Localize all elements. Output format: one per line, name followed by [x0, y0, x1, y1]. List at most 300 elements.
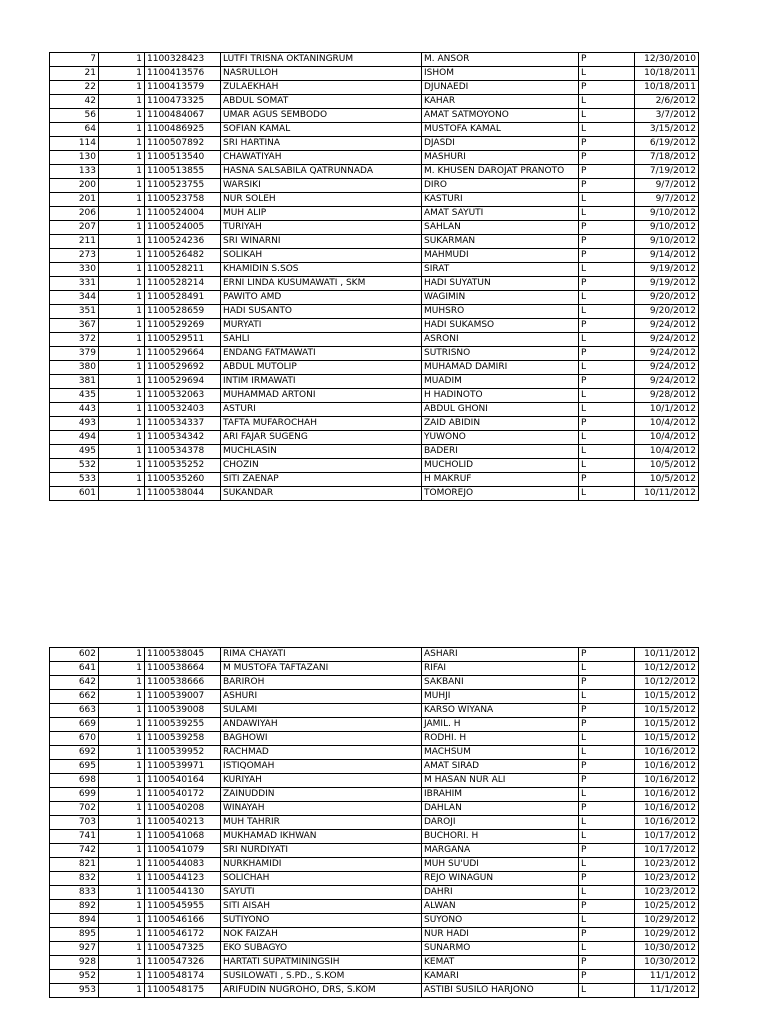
date-cell: 9/28/2012	[635, 389, 699, 403]
parent-name-cell: KAHAR	[422, 95, 579, 109]
id-number-cell: 1100539008	[145, 704, 221, 718]
row-number-cell: 21	[50, 67, 99, 81]
name-cell: BARIROH	[221, 676, 422, 690]
table-row	[50, 928, 699, 942]
parent-name-cell: ALWAN	[422, 900, 579, 914]
row-number-cell: 602	[50, 648, 99, 662]
table-row	[50, 207, 699, 221]
gender-cell: L	[579, 914, 635, 928]
gender-cell: P	[579, 970, 635, 984]
date-cell: 10/4/2012	[635, 431, 699, 445]
code-cell: 1	[99, 221, 145, 235]
gender-cell: P	[579, 900, 635, 914]
parent-name-cell: KEMAT	[422, 956, 579, 970]
name-cell: ZAINUDDIN	[221, 788, 422, 802]
name-cell: SUKANDAR	[221, 487, 422, 501]
date-cell: 10/17/2012	[635, 830, 699, 844]
gender-cell: P	[579, 179, 635, 193]
parent-name-cell: BUCHORI. H	[422, 830, 579, 844]
name-cell: CHOZIN	[221, 459, 422, 473]
code-cell: 1	[99, 53, 145, 67]
table-row	[50, 109, 699, 123]
table-row	[50, 732, 699, 746]
parent-name-cell: BADERI	[422, 445, 579, 459]
parent-name-cell: AMAT SATMOYONO	[422, 109, 579, 123]
parent-name-cell: SUYONO	[422, 914, 579, 928]
code-cell: 1	[99, 718, 145, 732]
code-cell: 1	[99, 333, 145, 347]
code-cell: 1	[99, 690, 145, 704]
date-cell: 10/5/2012	[635, 459, 699, 473]
table-row	[50, 445, 699, 459]
parent-name-cell: SUNARMO	[422, 942, 579, 956]
gender-cell: P	[579, 151, 635, 165]
id-number-cell: 1100539971	[145, 760, 221, 774]
gender-cell: P	[579, 774, 635, 788]
gender-cell: L	[579, 858, 635, 872]
id-number-cell: 1100538045	[145, 648, 221, 662]
date-cell: 10/30/2012	[635, 942, 699, 956]
data-table-2	[49, 647, 699, 998]
name-cell: KURIYAH	[221, 774, 422, 788]
gender-cell: P	[579, 704, 635, 718]
row-number-cell: 64	[50, 123, 99, 137]
name-cell: HADI SUSANTO	[221, 305, 422, 319]
id-number-cell: 1100486925	[145, 123, 221, 137]
parent-name-cell: MASHURI	[422, 151, 579, 165]
date-cell: 10/18/2011	[635, 67, 699, 81]
table-row	[50, 347, 699, 361]
name-cell: MUH TAHRIR	[221, 816, 422, 830]
date-cell: 9/24/2012	[635, 319, 699, 333]
name-cell: SULAMI	[221, 704, 422, 718]
parent-name-cell: WAGIMIN	[422, 291, 579, 305]
table-row	[50, 942, 699, 956]
id-number-cell: 1100473325	[145, 95, 221, 109]
parent-name-cell: DJASDI	[422, 137, 579, 151]
table-row	[50, 473, 699, 487]
date-cell: 9/14/2012	[635, 249, 699, 263]
row-number-cell: 367	[50, 319, 99, 333]
code-cell: 1	[99, 648, 145, 662]
row-number-cell: 130	[50, 151, 99, 165]
row-number-cell: 663	[50, 704, 99, 718]
code-cell: 1	[99, 165, 145, 179]
table-row	[50, 914, 699, 928]
row-number-cell: 114	[50, 137, 99, 151]
gender-cell: P	[579, 872, 635, 886]
date-cell: 10/5/2012	[635, 473, 699, 487]
id-number-cell: 1100484067	[145, 109, 221, 123]
table-row	[50, 648, 699, 662]
code-cell: 1	[99, 305, 145, 319]
id-number-cell: 1100532403	[145, 403, 221, 417]
parent-name-cell: SAHLAN	[422, 221, 579, 235]
row-number-cell: 641	[50, 662, 99, 676]
parent-name-cell: MUHSRO	[422, 305, 579, 319]
gender-cell: L	[579, 816, 635, 830]
row-number-cell: 22	[50, 81, 99, 95]
id-number-cell: 1100529511	[145, 333, 221, 347]
date-cell: 10/25/2012	[635, 900, 699, 914]
id-number-cell: 1100534337	[145, 417, 221, 431]
date-cell: 10/17/2012	[635, 844, 699, 858]
name-cell: SITI AISAH	[221, 900, 422, 914]
id-number-cell: 1100513855	[145, 165, 221, 179]
id-number-cell: 1100548175	[145, 984, 221, 998]
row-number-cell: 699	[50, 788, 99, 802]
name-cell: ZULAEKHAH	[221, 81, 422, 95]
code-cell: 1	[99, 263, 145, 277]
id-number-cell: 1100548174	[145, 970, 221, 984]
table-row	[50, 291, 699, 305]
name-cell: SAHLI	[221, 333, 422, 347]
gender-cell: P	[579, 249, 635, 263]
parent-name-cell: KAMARI	[422, 970, 579, 984]
id-number-cell: 1100328423	[145, 53, 221, 67]
table-row	[50, 662, 699, 676]
id-number-cell: 1100539258	[145, 732, 221, 746]
gender-cell: L	[579, 445, 635, 459]
name-cell: NOK FAIZAH	[221, 928, 422, 942]
parent-name-cell: REJO WINAGUN	[422, 872, 579, 886]
row-number-cell: 670	[50, 732, 99, 746]
code-cell: 1	[99, 109, 145, 123]
table-row	[50, 221, 699, 235]
name-cell: SOLICHAH	[221, 872, 422, 886]
code-cell: 1	[99, 900, 145, 914]
name-cell: ABDUL SOMAT	[221, 95, 422, 109]
code-cell: 1	[99, 970, 145, 984]
code-cell: 1	[99, 676, 145, 690]
row-number-cell: 435	[50, 389, 99, 403]
id-number-cell: 1100523755	[145, 179, 221, 193]
table-row	[50, 872, 699, 886]
row-number-cell: 344	[50, 291, 99, 305]
gender-cell: L	[579, 291, 635, 305]
date-cell: 10/15/2012	[635, 732, 699, 746]
code-cell: 1	[99, 704, 145, 718]
table-row	[50, 319, 699, 333]
name-cell: CHAWATIYAH	[221, 151, 422, 165]
row-number-cell: 703	[50, 816, 99, 830]
code-cell: 1	[99, 746, 145, 760]
id-number-cell: 1100546172	[145, 928, 221, 942]
row-number-cell: 952	[50, 970, 99, 984]
gender-cell: L	[579, 193, 635, 207]
row-number-cell: 698	[50, 774, 99, 788]
date-cell: 9/10/2012	[635, 207, 699, 221]
name-cell: SUSILOWATI , S.PD., S.KOM	[221, 970, 422, 984]
date-cell: 9/19/2012	[635, 263, 699, 277]
gender-cell: P	[579, 928, 635, 942]
table-row	[50, 67, 699, 81]
code-cell: 1	[99, 417, 145, 431]
row-number-cell: 695	[50, 760, 99, 774]
parent-name-cell: H HADINOTO	[422, 389, 579, 403]
gender-cell: L	[579, 690, 635, 704]
id-number-cell: 1100523758	[145, 193, 221, 207]
id-number-cell: 1100544083	[145, 858, 221, 872]
row-number-cell: 206	[50, 207, 99, 221]
gender-cell: L	[579, 123, 635, 137]
name-cell: SRI NURDIYATI	[221, 844, 422, 858]
gender-cell: P	[579, 676, 635, 690]
row-number-cell: 331	[50, 277, 99, 291]
name-cell: SAYUTI	[221, 886, 422, 900]
date-cell: 9/20/2012	[635, 305, 699, 319]
data-table-1	[49, 52, 699, 501]
name-cell: EKO SUBAGYO	[221, 942, 422, 956]
gender-cell: L	[579, 207, 635, 221]
gender-cell: L	[579, 431, 635, 445]
name-cell: M MUSTOFA TAFTAZANI	[221, 662, 422, 676]
row-number-cell: 273	[50, 249, 99, 263]
id-number-cell: 1100539952	[145, 746, 221, 760]
parent-name-cell: SAKBANI	[422, 676, 579, 690]
date-cell: 9/7/2012	[635, 193, 699, 207]
table-row	[50, 788, 699, 802]
id-number-cell: 1100540213	[145, 816, 221, 830]
id-number-cell: 1100529664	[145, 347, 221, 361]
code-cell: 1	[99, 137, 145, 151]
parent-name-cell: HADI SUKAMSO	[422, 319, 579, 333]
code-cell: 1	[99, 193, 145, 207]
row-number-cell: 201	[50, 193, 99, 207]
code-cell: 1	[99, 123, 145, 137]
id-number-cell: 1100524004	[145, 207, 221, 221]
date-cell: 10/16/2012	[635, 760, 699, 774]
row-number-cell: 211	[50, 235, 99, 249]
row-number-cell: 642	[50, 676, 99, 690]
gender-cell: P	[579, 802, 635, 816]
date-cell: 10/16/2012	[635, 746, 699, 760]
code-cell: 1	[99, 179, 145, 193]
row-number-cell: 351	[50, 305, 99, 319]
table-row	[50, 802, 699, 816]
code-cell: 1	[99, 914, 145, 928]
parent-name-cell: SUTRISNO	[422, 347, 579, 361]
row-number-cell: 380	[50, 361, 99, 375]
table-row	[50, 830, 699, 844]
name-cell: NUR SOLEH	[221, 193, 422, 207]
id-number-cell: 1100513540	[145, 151, 221, 165]
name-cell: MURYATI	[221, 319, 422, 333]
date-cell: 10/4/2012	[635, 445, 699, 459]
gender-cell: L	[579, 746, 635, 760]
parent-name-cell: AMAT SIRAD	[422, 760, 579, 774]
name-cell: SOFIAN KAMAL	[221, 123, 422, 137]
parent-name-cell: MUHJI	[422, 690, 579, 704]
date-cell: 10/30/2012	[635, 956, 699, 970]
name-cell: HARTATI SUPATMININGSIH	[221, 956, 422, 970]
row-number-cell: 494	[50, 431, 99, 445]
code-cell: 1	[99, 802, 145, 816]
table-row	[50, 956, 699, 970]
date-cell: 12/30/2010	[635, 53, 699, 67]
parent-name-cell: SIRAT	[422, 263, 579, 277]
name-cell: ARIFUDIN NUGROHO, DRS, S.KOM	[221, 984, 422, 998]
table-row	[50, 95, 699, 109]
gender-cell: L	[579, 886, 635, 900]
date-cell: 10/12/2012	[635, 676, 699, 690]
id-number-cell: 1100541079	[145, 844, 221, 858]
table-row	[50, 970, 699, 984]
row-number-cell: 928	[50, 956, 99, 970]
row-number-cell: 56	[50, 109, 99, 123]
date-cell: 3/15/2012	[635, 123, 699, 137]
date-cell: 10/11/2012	[635, 487, 699, 501]
name-cell: HASNA SALSABILA QATRUNNADA	[221, 165, 422, 179]
id-number-cell: 1100545955	[145, 900, 221, 914]
table-row	[50, 179, 699, 193]
id-number-cell: 1100529692	[145, 361, 221, 375]
table-row	[50, 676, 699, 690]
gender-cell: L	[579, 830, 635, 844]
name-cell: WARSIKI	[221, 179, 422, 193]
table-row	[50, 403, 699, 417]
row-number-cell: 207	[50, 221, 99, 235]
row-number-cell: 692	[50, 746, 99, 760]
gender-cell: L	[579, 662, 635, 676]
parent-name-cell: KASTURI	[422, 193, 579, 207]
row-number-cell: 741	[50, 830, 99, 844]
id-number-cell: 1100535260	[145, 473, 221, 487]
parent-name-cell: MUADIM	[422, 375, 579, 389]
code-cell: 1	[99, 277, 145, 291]
row-number-cell: 927	[50, 942, 99, 956]
parent-name-cell: MAHMUDI	[422, 249, 579, 263]
code-cell: 1	[99, 403, 145, 417]
date-cell: 10/16/2012	[635, 774, 699, 788]
table-row	[50, 263, 699, 277]
name-cell: RACHMAD	[221, 746, 422, 760]
gender-cell: L	[579, 459, 635, 473]
date-cell: 3/7/2012	[635, 109, 699, 123]
code-cell: 1	[99, 487, 145, 501]
code-cell: 1	[99, 249, 145, 263]
gender-cell: P	[579, 81, 635, 95]
id-number-cell: 1100547325	[145, 942, 221, 956]
code-cell: 1	[99, 431, 145, 445]
date-cell: 10/16/2012	[635, 816, 699, 830]
table-row	[50, 459, 699, 473]
date-cell: 9/24/2012	[635, 375, 699, 389]
id-number-cell: 1100507892	[145, 137, 221, 151]
gender-cell: P	[579, 137, 635, 151]
row-number-cell: 833	[50, 886, 99, 900]
table-row	[50, 774, 699, 788]
parent-name-cell: SUKARMAN	[422, 235, 579, 249]
name-cell: KHAMIDIN S.SOS	[221, 263, 422, 277]
gender-cell: P	[579, 844, 635, 858]
parent-name-cell: ABDUL GHONI	[422, 403, 579, 417]
name-cell: TURIYAH	[221, 221, 422, 235]
table-row	[50, 816, 699, 830]
code-cell: 1	[99, 830, 145, 844]
table-row	[50, 151, 699, 165]
parent-name-cell: JAMIL. H	[422, 718, 579, 732]
name-cell: MUH ALIP	[221, 207, 422, 221]
date-cell: 10/23/2012	[635, 872, 699, 886]
row-number-cell: 495	[50, 445, 99, 459]
name-cell: UMAR AGUS SEMBODO	[221, 109, 422, 123]
date-cell: 9/10/2012	[635, 221, 699, 235]
table-row	[50, 123, 699, 137]
table-row	[50, 487, 699, 501]
table-row	[50, 389, 699, 403]
gender-cell: L	[579, 67, 635, 81]
parent-name-cell: DIRO	[422, 179, 579, 193]
date-cell: 10/11/2012	[635, 648, 699, 662]
date-cell: 2/6/2012	[635, 95, 699, 109]
gender-cell: L	[579, 95, 635, 109]
gender-cell: P	[579, 221, 635, 235]
table-row	[50, 704, 699, 718]
date-cell: 10/16/2012	[635, 788, 699, 802]
name-cell: SRI HARTINA	[221, 137, 422, 151]
gender-cell: P	[579, 718, 635, 732]
name-cell: NURKHAMIDI	[221, 858, 422, 872]
id-number-cell: 1100528211	[145, 263, 221, 277]
table-row	[50, 375, 699, 389]
code-cell: 1	[99, 760, 145, 774]
table-row	[50, 305, 699, 319]
table-row	[50, 417, 699, 431]
code-cell: 1	[99, 788, 145, 802]
gender-cell: P	[579, 53, 635, 67]
code-cell: 1	[99, 375, 145, 389]
id-number-cell: 1100413576	[145, 67, 221, 81]
date-cell: 10/15/2012	[635, 690, 699, 704]
row-number-cell: 894	[50, 914, 99, 928]
id-number-cell: 1100539007	[145, 690, 221, 704]
table-row	[50, 718, 699, 732]
id-number-cell: 1100535252	[145, 459, 221, 473]
id-number-cell: 1100541068	[145, 830, 221, 844]
date-cell: 11/1/2012	[635, 970, 699, 984]
parent-name-cell: DJUNAEDI	[422, 81, 579, 95]
gender-cell: L	[579, 109, 635, 123]
row-number-cell: 330	[50, 263, 99, 277]
code-cell: 1	[99, 235, 145, 249]
parent-name-cell: MACHSUM	[422, 746, 579, 760]
gender-cell: L	[579, 361, 635, 375]
gender-cell: L	[579, 263, 635, 277]
id-number-cell: 1100539255	[145, 718, 221, 732]
code-cell: 1	[99, 928, 145, 942]
table-row	[50, 249, 699, 263]
id-number-cell: 1100540164	[145, 774, 221, 788]
name-cell: SRI WINARNI	[221, 235, 422, 249]
table-row	[50, 760, 699, 774]
code-cell: 1	[99, 774, 145, 788]
id-number-cell: 1100538664	[145, 662, 221, 676]
id-number-cell: 1100540208	[145, 802, 221, 816]
parent-name-cell: AMAT SAYUTI	[422, 207, 579, 221]
row-number-cell: 379	[50, 347, 99, 361]
date-cell: 10/18/2011	[635, 81, 699, 95]
name-cell: SUTIYONO	[221, 914, 422, 928]
parent-name-cell: DAROJI	[422, 816, 579, 830]
table-row	[50, 165, 699, 179]
name-cell: ABDUL MUTOLIP	[221, 361, 422, 375]
date-cell: 6/19/2012	[635, 137, 699, 151]
name-cell: INTIM IRMAWATI	[221, 375, 422, 389]
name-cell: NASRULLOH	[221, 67, 422, 81]
code-cell: 1	[99, 207, 145, 221]
row-number-cell: 7	[50, 53, 99, 67]
